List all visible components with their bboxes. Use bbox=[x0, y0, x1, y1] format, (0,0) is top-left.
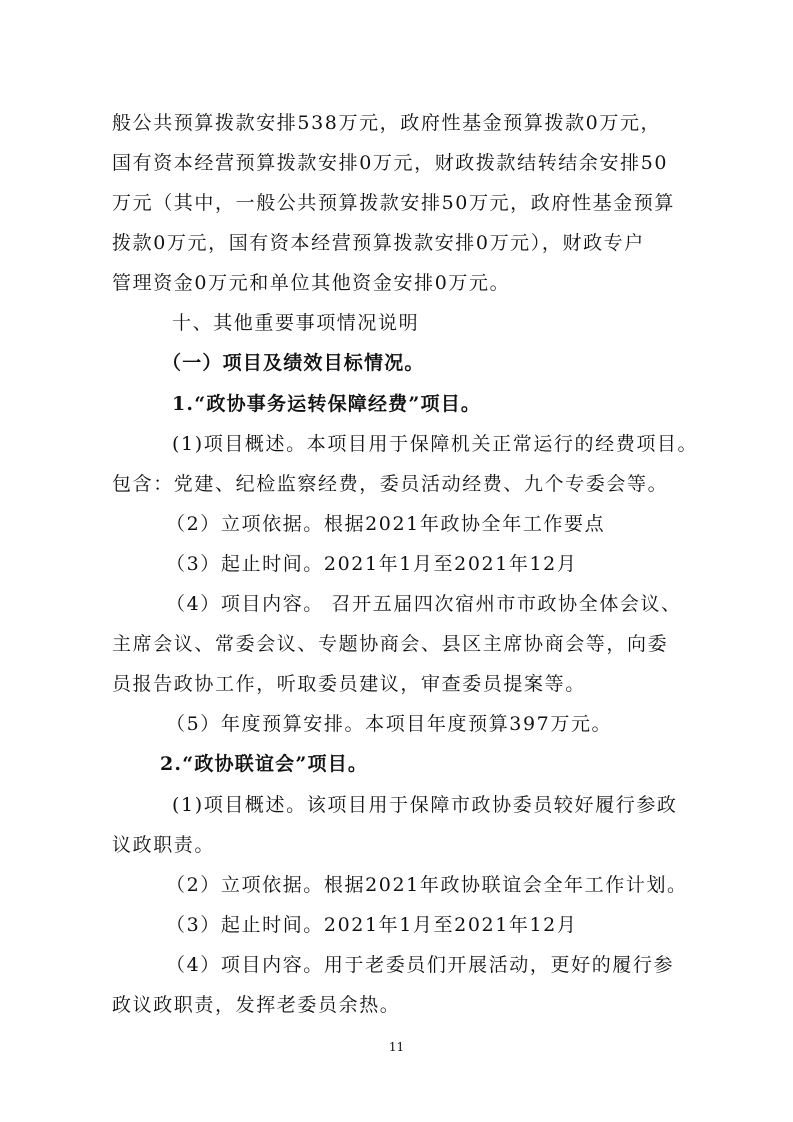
project2-content-line: （4）项目内容。用于老委员们开展活动，更好的履行参 bbox=[166, 954, 675, 976]
subsection-heading: （一）项目及绩效目标情况。 bbox=[162, 352, 425, 374]
budget-paragraph-line: 万元（其中，一般公共预算拨款安排50万元，政府性基金预算 bbox=[112, 192, 675, 214]
project1-content-line: 主席会议、常委会议、专题协商会、县区主席协商会等，向委 bbox=[112, 633, 669, 655]
project2-title: 2.“政协联谊会”项目。 bbox=[160, 753, 369, 775]
budget-paragraph-line: 管理资金0万元和单位其他资金安排0万元。 bbox=[112, 272, 511, 294]
project2-overview-line: 议政职责。 bbox=[112, 834, 216, 856]
project1-basis: （2）立项依据。根据2021年政协全年工作要点 bbox=[166, 513, 606, 535]
project1-budget: （5）年度预算安排。本项目年度预算397万元。 bbox=[166, 713, 613, 735]
project1-content-line: 员报告政协工作，听取委员建议，审查委员提案等。 bbox=[112, 673, 586, 695]
project2-period: （3）起止时间。2021年1月至2021年12月 bbox=[166, 914, 578, 936]
project1-content-line: （4）项目内容。 召开五届四次宿州市市政协全体会议、 bbox=[166, 593, 682, 615]
page-number: 11 bbox=[388, 1040, 405, 1054]
budget-paragraph-line: 拨款0万元，国有资本经营预算拨款安排0万元），财政专户 bbox=[112, 232, 645, 254]
project1-overview-line: 包含：党建、纪检监察经费，委员活动经费、九个专委会等。 bbox=[112, 473, 669, 495]
project2-overview-line: (1)项目概述。该项目用于保障市政协委员较好履行参政 bbox=[172, 794, 678, 816]
project2-basis: （2）立项依据。根据2021年政协联谊会全年工作计划。 bbox=[166, 874, 688, 896]
section-heading: 十、其他重要事项情况说明 bbox=[172, 312, 420, 334]
project1-period: （3）起止时间。2021年1月至2021年12月 bbox=[166, 553, 578, 575]
project1-overview-line: (1)项目概述。本项目用于保障机关正常运行的经费项目。 bbox=[172, 433, 699, 455]
project2-content-line: 政议政职责，发挥老委员余热。 bbox=[112, 994, 401, 1016]
budget-paragraph-line: 国有资本经营预算拨款安排0万元，财政拨款结转结余安排50 bbox=[112, 152, 669, 174]
budget-paragraph-line: 般公共预算拨款安排538万元，政府性基金预算拨款0万元， bbox=[112, 112, 662, 134]
project1-title: 1.“政协事务运转保障经费”项目。 bbox=[172, 393, 482, 415]
